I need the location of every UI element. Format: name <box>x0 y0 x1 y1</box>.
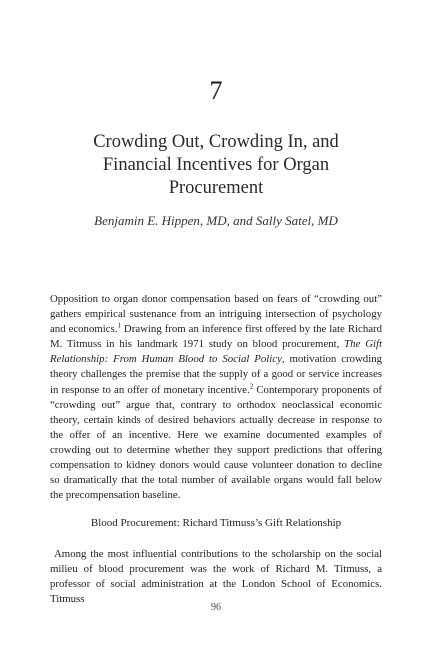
paragraph-1-sentence-3: , motivation crowding theory challenges the premise that the supply of a good or service increases in response to an offer of monetary incentive. <box>50 353 382 396</box>
footnote-ref-2[interactable]: 2 <box>249 381 254 390</box>
footnote-ref-1[interactable]: 1 <box>117 321 121 330</box>
page-number: 96 <box>211 602 221 613</box>
body-paragraph-2: Among the most influential contributions to the scholarship on the social milieu of blood procurement was the work of Richard M. Titmuss, a professor of social administration at the London School of Economics. Titmuss <box>50 548 382 606</box>
body-paragraph-1 <box>50 292 382 503</box>
paragraph-1-sentence-2: Drawing from an inference first offered by the late Richard M. Titmuss in his landmark 1971 study on blood procurement, <box>50 323 382 351</box>
paragraph-1-sentence-1: Opposition to organ donor compensation based on fears of “crowding out” gathers empirical sustenance from an intriguing intersection of psychology and economics. <box>50 293 382 336</box>
section-heading: Blood Procurement: Richard Titmuss’s Gift Relationship <box>90 517 342 529</box>
chapter-authors: Benjamin E. Hippen, MD, and Sally Satel, MD <box>94 213 338 228</box>
chapter-number: 7 <box>209 76 223 105</box>
paragraph-1-sentence-4: Contemporary proponents of “crowding out” argue that, contrary to orthodox neoclassical economic theory, certain kinds of desired behaviors actually decrease in response to the offer of an incentive. Here we examine documented examples of crowding out to determine whether they support predictions that offering compensation to kidney donors would cause volunteer donation to decline so dramatically that the total number of available organs would fall below the precompensation baseline. <box>50 383 382 502</box>
chapter-title: Crowding Out, Crowding In, and Financial Incentives for Organ Procurement <box>93 132 339 198</box>
book-title: The Gift Relationship: From Human Blood to Social Policy <box>50 338 382 366</box>
